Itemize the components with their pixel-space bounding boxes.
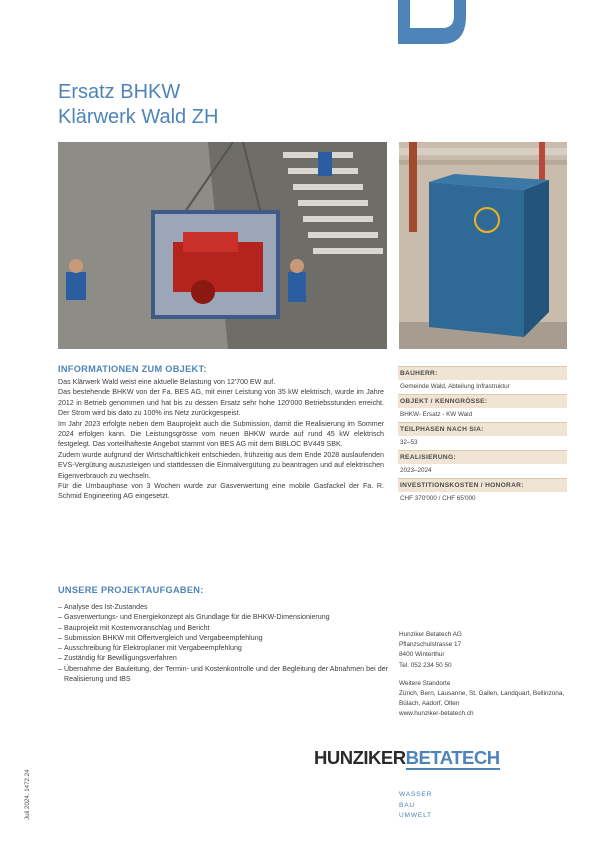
- company-website-link[interactable]: www.hunziker-betatech.ch: [399, 710, 474, 718]
- fact-label-object: OBJEKT / KENNGRÖSSE:: [398, 394, 567, 408]
- brand-name-blue: BETATECH: [405, 747, 500, 768]
- title-line-2: Klärwerk Wald ZH: [58, 106, 219, 128]
- company-city: 8400 Winterthur: [399, 651, 445, 659]
- info-paragraph: Das Klärwerk Wald weist eine aktuelle Belastung von 12'700 EW auf.: [58, 378, 276, 386]
- fact-label-costs: INVESTITIONSKOSTEN / HONORAR:: [398, 478, 567, 492]
- locations-heading: Weitere Standorte: [399, 679, 451, 687]
- page-title: [58, 80, 218, 130]
- company-name: Hunziker Betatech AG: [399, 631, 462, 638]
- info-paragraph: Im Jahr 2023 erfolgte neben dem Bauprojekt auch die Submission, damit die Realisierung im Sommer 2024 erfolgen kann. Die Leistungsgrösse vom neuen BHKW wurde auf rund 45 kW elektrisch festgelegt. Das vorteilhafteste Angebot stammt von BES AG mit dem BIBLOC BV449 SBK.: [58, 419, 384, 449]
- info-heading: INFORMATIONEN ZUM OBJEKT:: [58, 364, 207, 374]
- brand-name-black: HUNZIKER: [314, 747, 406, 768]
- fact-label-realization: REALISIERUNG:: [398, 450, 567, 464]
- locations-list: Zürich, Bern, Lausanne, St. Gallen, Landquart, Bellinzona, Bülach, Aadorf, Olten: [399, 690, 565, 708]
- company-phone: Tel. 052 234 50 50: [399, 661, 452, 669]
- brand-tag: BAU: [399, 801, 415, 809]
- contact-block: [399, 630, 569, 720]
- tasks-list: [58, 602, 388, 684]
- fact-value-phases: 32–53: [400, 439, 418, 446]
- fact-value-costs: CHF 370'000 / CHF 65'000: [400, 495, 476, 502]
- fact-value-client: Gemeinde Wald, Abteilung Infrastruktur: [400, 383, 510, 390]
- photo-bhkw-lift: [58, 142, 387, 349]
- info-body: [58, 377, 384, 502]
- task-item: – Zuständig für Bewilligungsverfahren: [58, 653, 388, 663]
- brand-tags: [399, 790, 432, 822]
- fact-value-object: BHKW- Ersatz - KW Wald: [400, 411, 473, 418]
- footer-date: Juli 2024, 1472.24: [24, 769, 31, 820]
- info-paragraph: Zudem wurde aufgrund der Wirtschaftlichkeit entschieden, frühzeitig aus dem Ende 2028 auslaufenden EVS-Vergütung auszusteigen und stattdessen die Einmalvergütung zu beantragen und auf elektrischen Eigenverbrauch zu wechseln.: [58, 450, 384, 480]
- tasks-heading: UNSERE PROJEKTAUFGABEN:: [58, 585, 204, 595]
- brand-tag: WASSER: [399, 791, 433, 798]
- info-paragraph: Das bestehende BHKW von der Fa. BES AG, mit einer Leistung von 35 kW elektrisch, wurde im Jahre 2012 in Betrieb genommen und hat bis zu dessen Ersatz sehr hohe 120'000 Betriebsstunden erreicht. Der Strom wird bis dato zu 100% ins Netz zurückgespeist.: [58, 388, 384, 418]
- fact-label-client: BAUHERR:: [398, 366, 567, 380]
- task-item: – Submission BHKW mit Offertvergleich und Vergabeempfehlung: [58, 633, 388, 643]
- task-item: – Ausschreibung für Elektroplaner mit Vergabeempfehlung: [58, 643, 388, 653]
- task-item: – Bauprojekt mit Kostenvoranschlag und Bericht: [58, 623, 388, 633]
- title-line-1: Ersatz BHKW: [58, 81, 181, 103]
- task-item: – Übernahme der Bauleitung, der Termin- und Kostenkontrolle und der Begleitung der Abnahmen bei der Realisierung und IBS: [58, 664, 388, 685]
- fact-value-realization: 2023–2024: [400, 467, 432, 474]
- task-item: – Gasverwertungs- und Energiekonzept als Grundlage für die BHKW-Dimensionierung: [58, 612, 388, 622]
- photo-bhkw-installed: [399, 142, 567, 349]
- brand-logo-mark: [398, 0, 468, 44]
- brand-tag: UMWELT: [399, 812, 432, 819]
- info-paragraph: Für die Umbauphase von 3 Wochen wurde zur Gasverwertung eine mobile Gasfackel der Fa. R. Schmid Engineering AG eingesetzt.: [58, 482, 384, 501]
- company-street: Pflanzschulstrasse 17: [399, 641, 462, 649]
- brand-logo: [314, 748, 500, 768]
- task-item: – Analyse des Ist-Zustandes: [58, 602, 388, 612]
- fact-label-phases: TEILPHASEN NACH SIA:: [398, 422, 567, 436]
- project-facts: [398, 366, 567, 506]
